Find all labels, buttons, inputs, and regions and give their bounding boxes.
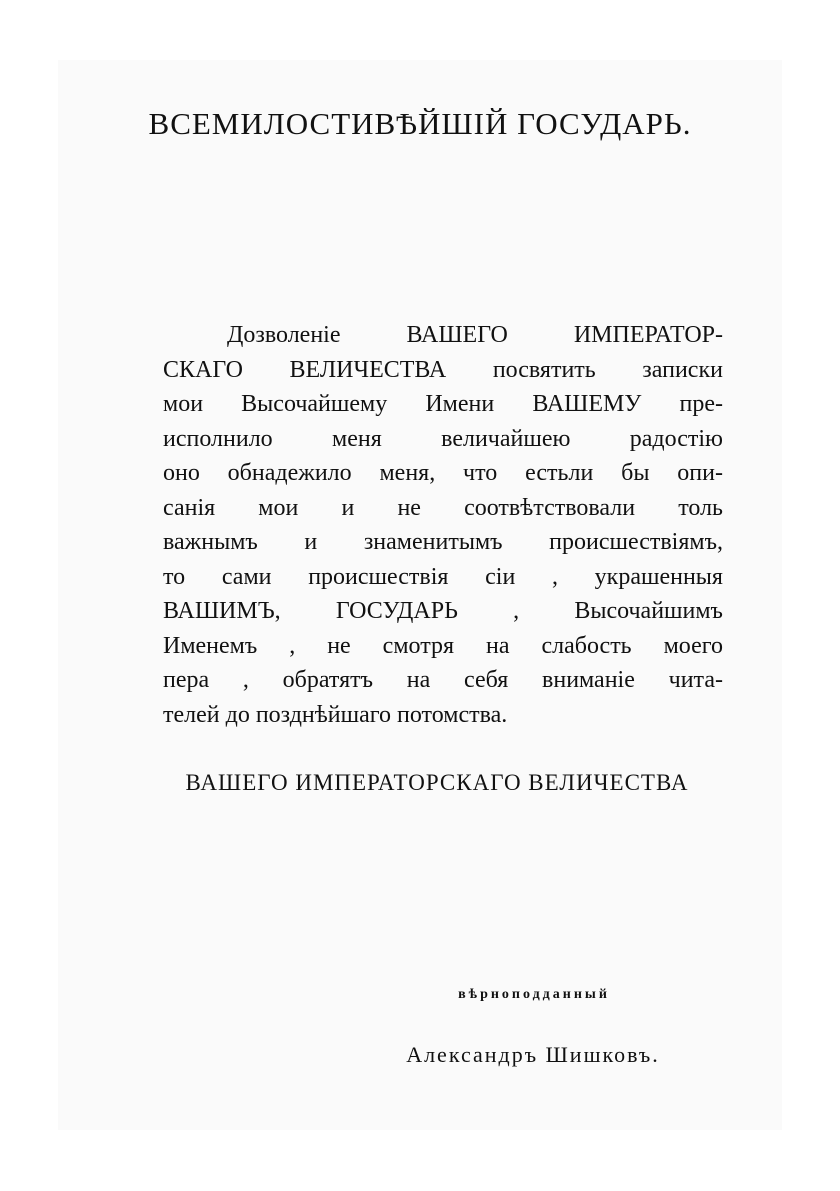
author-signature: Александръ Шишковъ. — [406, 1042, 660, 1067]
subscription-label: вѣрноподданный — [458, 987, 610, 1002]
text-line: то сами происшествія сіи , украшенныя — [163, 563, 723, 590]
text-line: мои Высочайшему Имени ВАШЕМУ пре- — [163, 391, 723, 417]
text-line: оно обнадежило меня, что естьли бы опи- — [163, 460, 723, 486]
text-line: ВАШИМЪ, ГОСУДАРЬ , Высочайшимъ — [163, 598, 723, 624]
text-line: санія мои и не соотвѣтствовали толь — [163, 494, 723, 521]
text-line: Именемъ , не смотря на слабость моего — [163, 632, 723, 659]
page-title: ВСЕМИЛОСТИВѢЙШІЙ ГОСУДАРЬ. — [148, 106, 692, 141]
text-line: Дозволеніе ВАШЕГО ИМПЕРАТОР- — [227, 322, 723, 348]
text-line: исполнило меня величайшею радостію — [163, 425, 723, 452]
text-line: важнымъ и знаменитымъ происшествіямъ, — [163, 529, 723, 555]
dedication-text — [163, 318, 723, 732]
text-line: СКАГО ВЕЛИЧЕСТВА посвятить записки — [163, 356, 723, 383]
text-line: пера , обратятъ на себя вниманіе чита- — [163, 667, 723, 693]
closing-salutation: ВАШЕГО ИМПЕРАТОРСКАГО ВЕЛИЧЕСТВА — [185, 770, 689, 795]
text-line: телей до позднѣйшаго потомства. — [163, 701, 508, 728]
